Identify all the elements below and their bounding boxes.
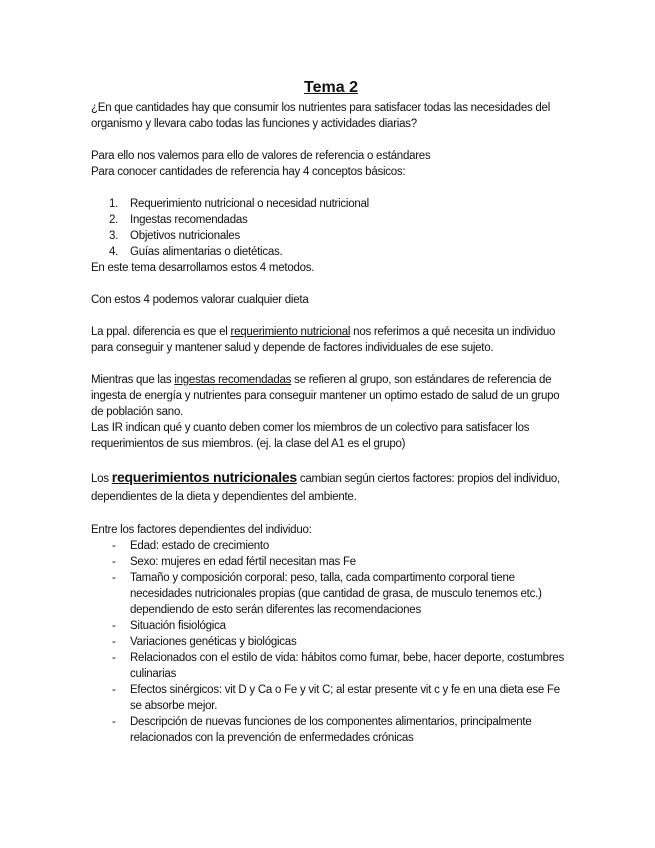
dash-marker: - [112, 572, 116, 584]
list-number: 2. [109, 214, 119, 226]
ingestas-after: se refieren al grupo, son estándares de referencia de ingesta de energía y nutrientes para conseguir mantener un optimo estado de salud de un grupo de población sano. [91, 374, 560, 418]
list-item [91, 634, 571, 650]
spacer [91, 308, 571, 324]
spacer [91, 276, 571, 292]
list-item-text: Requerimiento nutricional o necesidad nutricional [130, 198, 369, 210]
dash-marker: - [112, 652, 116, 664]
list-item [91, 682, 571, 714]
list-number: 4. [109, 246, 119, 258]
concepts-after: En este tema desarrollamos estos 4 metodos. [91, 262, 315, 274]
list-item-text: Tamaño y composición corporal: peso, talla, cada compartimento corporal tiene necesidades nutricionales propias (que cantidad de grasa, de musculo tenemos etc.) dependiendo de esto serán diferentes las recomendaciones [130, 572, 542, 616]
ir-indican: Las IR indican qué y cuanto deben comer los miembros de un colectivo para satisfacer los requerimientos de sus miembros. (ej. la clase del A1 es el grupo) [91, 422, 530, 450]
list-item-text: Ingestas recomendadas [130, 214, 248, 226]
requerimiento-nutricional-term: requerimiento nutricional [230, 326, 351, 338]
factores-list [91, 538, 571, 746]
list-item-text: Relacionados con el estilo de vida: hábitos como fumar, bebe, hacer deporte, costumbres culinarias [130, 652, 565, 680]
list-item-text: Variaciones genéticas y biológicas [130, 636, 297, 648]
requerimientos-paragraph [91, 468, 571, 506]
list-item-text: Situación fisiológica [130, 620, 226, 632]
requerimientos-after: cambian según ciertos factores: propios del individuo, dependientes de la dieta y dependientes del ambiente. [91, 473, 560, 503]
spacer [91, 452, 571, 468]
list-item [91, 618, 571, 634]
spacer [91, 506, 571, 522]
spacer [91, 132, 571, 148]
list-item-text: Descripción de nuevas funciones de los componentes alimentarios, principalmente relacionados con la prevención de enfermedades crónicas [130, 716, 532, 744]
diferencia-after: nos referimos a qué necesita un individuo para conseguir y mantener salud y depende de factores individuales de ese sujeto. [91, 326, 556, 354]
spacer [91, 180, 571, 196]
page-title: Tema 2 [304, 79, 358, 96]
ingestas-recomendadas-term: ingestas recomendadas [174, 374, 292, 386]
list-item [91, 570, 571, 618]
dash-marker: - [112, 636, 116, 648]
list-item [91, 244, 571, 260]
list-item-text: Efectos sinérgicos: vit D y Ca o Fe y vit C; al estar presente vit c y fe en una dieta ese Fe se absorbe mejor. [130, 684, 560, 712]
list-item [91, 650, 571, 682]
intro-question: ¿En que cantidades hay que consumir los nutrientes para satisfacer todas las necesidades del organismo y llevara cabo todas las funciones y actividades diarias? [91, 102, 551, 130]
list-item-text: Guías alimentarias o dietéticas. [130, 246, 283, 258]
para-referencia-2: Para conocer cantidades de referencia hay 4 conceptos básicos: [91, 166, 406, 178]
list-number: 3. [109, 230, 119, 242]
diferencia-before: La ppal. diferencia es que el [91, 326, 231, 338]
para-referencia-1: Para ello nos valemos para ello de valores de referencia o estándares [91, 150, 431, 162]
con-estos: Con estos 4 podemos valorar cualquier dieta [91, 294, 309, 306]
dash-marker: - [112, 540, 116, 552]
concepts-list [91, 196, 571, 260]
list-number: 1. [109, 198, 119, 210]
diferencia-paragraph [91, 324, 571, 356]
spacer [91, 356, 571, 372]
document-body [91, 78, 571, 746]
list-item [91, 538, 571, 554]
factores-intro: Entre los factores dependientes del individuo: [91, 524, 312, 536]
dash-marker: - [112, 684, 116, 696]
dash-marker: - [112, 716, 116, 728]
ingestas-paragraph [91, 372, 571, 420]
dash-marker: - [112, 620, 116, 632]
list-item [91, 212, 571, 228]
list-item-text: Objetivos nutricionales [130, 230, 240, 242]
list-item [91, 714, 571, 746]
list-item [91, 554, 571, 570]
list-item-text: Sexo: mujeres en edad fértil necesitan mas Fe [130, 556, 356, 568]
list-item-text: Edad: estado de crecimiento [130, 540, 270, 552]
requerimientos-nutricionales-term: requerimientos nutricionales [111, 469, 297, 485]
ingestas-before: Mientras que las [91, 374, 175, 386]
list-item [91, 228, 571, 244]
requerimientos-before: Los [91, 473, 112, 485]
list-item [91, 196, 571, 212]
dash-marker: - [112, 556, 116, 568]
